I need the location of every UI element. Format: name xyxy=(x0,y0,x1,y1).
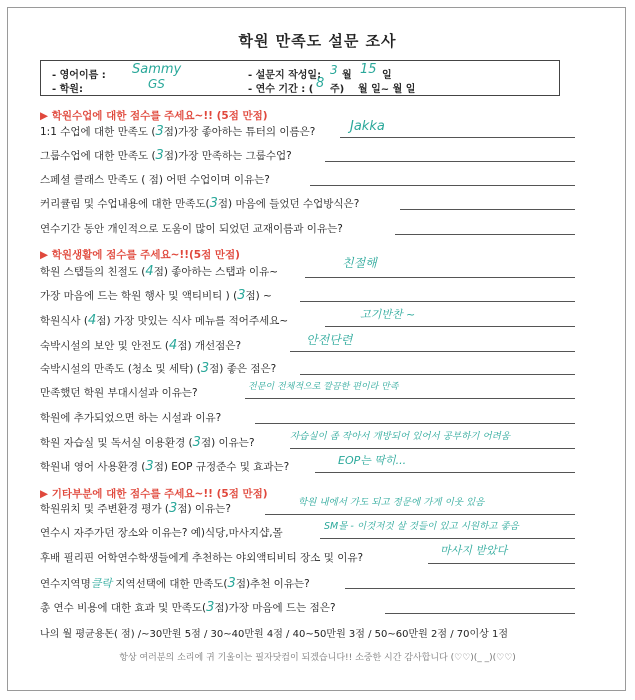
academy-value: GS xyxy=(148,77,165,91)
question-cost xyxy=(40,600,336,615)
q-text: 연수지역명 xyxy=(40,578,91,590)
answer-line xyxy=(340,137,575,138)
region-value: 클락 xyxy=(90,577,112,590)
q-text: 커리큘림 및 수업내용에 대한 만족도( xyxy=(40,198,210,210)
english-name-value: Sammy xyxy=(132,62,182,77)
q-score: 4 xyxy=(169,338,178,353)
q-text: 점) 좋아하는 스탭과 이유~ xyxy=(153,266,279,278)
q-text: 점) ~ xyxy=(245,290,272,302)
q-text: 점) 가장 맛있는 식사 메뉴를 적어주세요~ xyxy=(96,315,289,327)
q-score: 3 xyxy=(155,148,164,163)
academy-label: - 학원: xyxy=(52,84,83,95)
q-text: 점) 개선점은? xyxy=(177,340,242,352)
section-header-other: ▶ 기타부분에 대한 점수를 주세요~!! (5점 만점) xyxy=(40,488,268,500)
q-text: 점) EOP 규정준수 및 효과는? xyxy=(153,461,290,473)
answer-line xyxy=(310,185,575,186)
q-text: 그룹수업에 대한 만족도 ( xyxy=(40,150,156,162)
answer-line xyxy=(325,326,575,327)
q-text: 숙박시설의 만족도 (청소 및 세탁) ( xyxy=(40,363,201,375)
question-1on1 xyxy=(40,124,315,139)
answer-text: 마사지 받았다 xyxy=(440,544,508,557)
period-label: - 연수 기간 : ( xyxy=(248,84,314,95)
answer-text: Jakka xyxy=(350,119,385,134)
q-text: 학원식사 ( xyxy=(40,315,89,327)
question-location xyxy=(40,501,231,516)
date-day: 15 xyxy=(360,62,377,77)
q-score: 3 xyxy=(206,600,215,615)
q-text: 점) 이유는? xyxy=(200,437,255,449)
english-name-label: - 영어이름 : xyxy=(52,70,106,81)
question-allowance: 나의 월 평균용돈( 점) /~30만원 5점 / 30~40만원 4점 / 40~50만원 3점 / 50~60만원 2점 / 70이상 1점 xyxy=(40,629,508,640)
answer-text: 학원 내에서 가도 되고 정문에 가게 이웃 있음 xyxy=(298,497,485,508)
q-score: 4 xyxy=(88,313,97,328)
q-score: 3 xyxy=(209,196,218,211)
q-text: 점)가장 마음에 드는 점은? xyxy=(214,602,336,614)
question-staff xyxy=(40,264,278,279)
answer-line xyxy=(305,277,575,278)
q-text: 가장 마음에 드는 학원 행사 및 액티비티 ) ( xyxy=(40,290,238,302)
question-special-class: 스페셜 클래스 만족도 ( 점) 어떤 수업이며 이유는? xyxy=(40,174,270,186)
answer-text: EOP는 딱히... xyxy=(338,454,407,467)
answer-line xyxy=(255,423,575,424)
q-text: 지역선택에 대한 만족도( xyxy=(115,578,228,590)
question-group-class xyxy=(40,148,292,163)
period-weeks: 8 xyxy=(316,76,325,91)
answer-text: 안전단련 xyxy=(306,333,353,347)
q-text: 학원위치 및 주변환경 평가 ( xyxy=(40,503,170,515)
q-score: 3 xyxy=(200,361,210,376)
answer-line xyxy=(300,374,575,375)
answer-text: 고기반찬 ~ xyxy=(360,308,416,321)
answer-line xyxy=(245,398,575,399)
answer-line xyxy=(320,538,575,539)
date-month: 3 xyxy=(330,63,338,77)
q-score: 3 xyxy=(155,124,164,139)
date-label: - 설문지 작성일: xyxy=(248,70,322,81)
q-score: 3 xyxy=(169,501,178,516)
question-curriculum xyxy=(40,196,359,211)
academy-row xyxy=(52,80,83,95)
q-score: 3 xyxy=(145,459,154,474)
question-facilities: 만족했던 학원 부대시설과 이유는? xyxy=(40,387,198,399)
q-text: 학원 스탭들의 친절도 ( xyxy=(40,266,146,278)
english-name-row xyxy=(52,66,106,81)
footer-note: 항상 여러분의 소리에 귀 기울이는 필자닷컴이 되겠습니다!! 소중한 시간 감사합니다 (♡♡)(_ _)(♡♡) xyxy=(119,653,516,663)
answer-line xyxy=(400,209,575,210)
answer-line xyxy=(385,613,575,614)
q-score: 3 xyxy=(237,288,246,303)
q-text: 점) 마음에 들었던 수업방식은? xyxy=(217,198,360,210)
question-added-facility: 학원에 추가되었으면 하는 시설과 이유? xyxy=(40,412,222,424)
question-meals xyxy=(40,313,288,328)
section-header-academy-life: ▶ 학원생활에 점수를 주세요~!!(5점 만점) xyxy=(40,249,240,261)
question-activity xyxy=(40,288,272,303)
question-outdoor-activity: 후배 필리핀 어학연수학생들에게 추천하는 야외액티비티 장소 및 이유? xyxy=(40,552,364,564)
question-textbook: 연수기간 동안 개인적으로 도움이 많이 되었던 교재이름과 이유는? xyxy=(40,223,343,235)
q-text: 학원내 영어 사용환경 ( xyxy=(40,461,146,473)
q-text: 점)가장 좋아하는 튜터의 이름은? xyxy=(163,126,316,138)
q-text: 숙박시설의 보안 및 안전도 ( xyxy=(40,340,170,352)
page-title: 학원 만족도 설문 조사 xyxy=(238,32,397,50)
question-dorm-security xyxy=(40,338,241,353)
question-dorm-cleaning xyxy=(40,361,276,376)
q-text: 총 연수 비용에 대한 효과 및 만족도( xyxy=(40,602,207,614)
q-score: 3 xyxy=(192,435,201,450)
q-text: 학원 자습실 및 독서실 이용환경 ( xyxy=(40,437,193,449)
day-unit: 일 xyxy=(382,70,392,81)
date-row xyxy=(248,66,321,81)
period-range: 월 일~ 월 일 xyxy=(358,84,416,95)
answer-text: SM몰 - 이것저것 살 것들이 있고 시원하고 좋음 xyxy=(324,521,519,532)
answer-line xyxy=(265,514,575,515)
section-header-lessons: ▶ 학원수업에 대한 점수를 주세요~!! (5점 만점) xyxy=(40,110,268,122)
answer-text: 전문이 전체적으로 깔끔한 편이라 만족 xyxy=(248,382,399,392)
question-region xyxy=(40,575,310,591)
q-text: 점) 이유는? xyxy=(177,503,231,515)
q-text: 1:1 수업에 대한 만족도 ( xyxy=(40,126,156,138)
q-text: 점)가장 만족하는 그룹수업? xyxy=(163,150,292,162)
answer-line xyxy=(428,563,575,564)
answer-line xyxy=(345,588,575,589)
answer-text: 친절해 xyxy=(342,256,377,270)
question-frequent-place: 연수시 자주가던 장소와 이유는? 예)식당,마사지샵,몰 xyxy=(40,527,283,539)
answer-line xyxy=(325,161,575,162)
answer-text: 자습실이 좀 작아서 개방되어 있어서 공부하기 어려움 xyxy=(290,431,511,442)
answer-line xyxy=(395,234,575,235)
answer-line xyxy=(300,301,575,302)
answer-line xyxy=(290,448,575,449)
answer-line xyxy=(290,351,575,352)
question-study-room xyxy=(40,435,255,450)
answer-line xyxy=(315,472,575,473)
q-text: 점) 좋은 점은? xyxy=(209,363,277,375)
period-unit: 주) xyxy=(330,84,345,95)
q-score: 4 xyxy=(145,264,154,279)
q-score: 3 xyxy=(227,576,236,591)
q-text: 점)추천 이유는? xyxy=(235,578,310,590)
question-english-env xyxy=(40,459,289,474)
month-unit: 월 xyxy=(342,70,352,81)
